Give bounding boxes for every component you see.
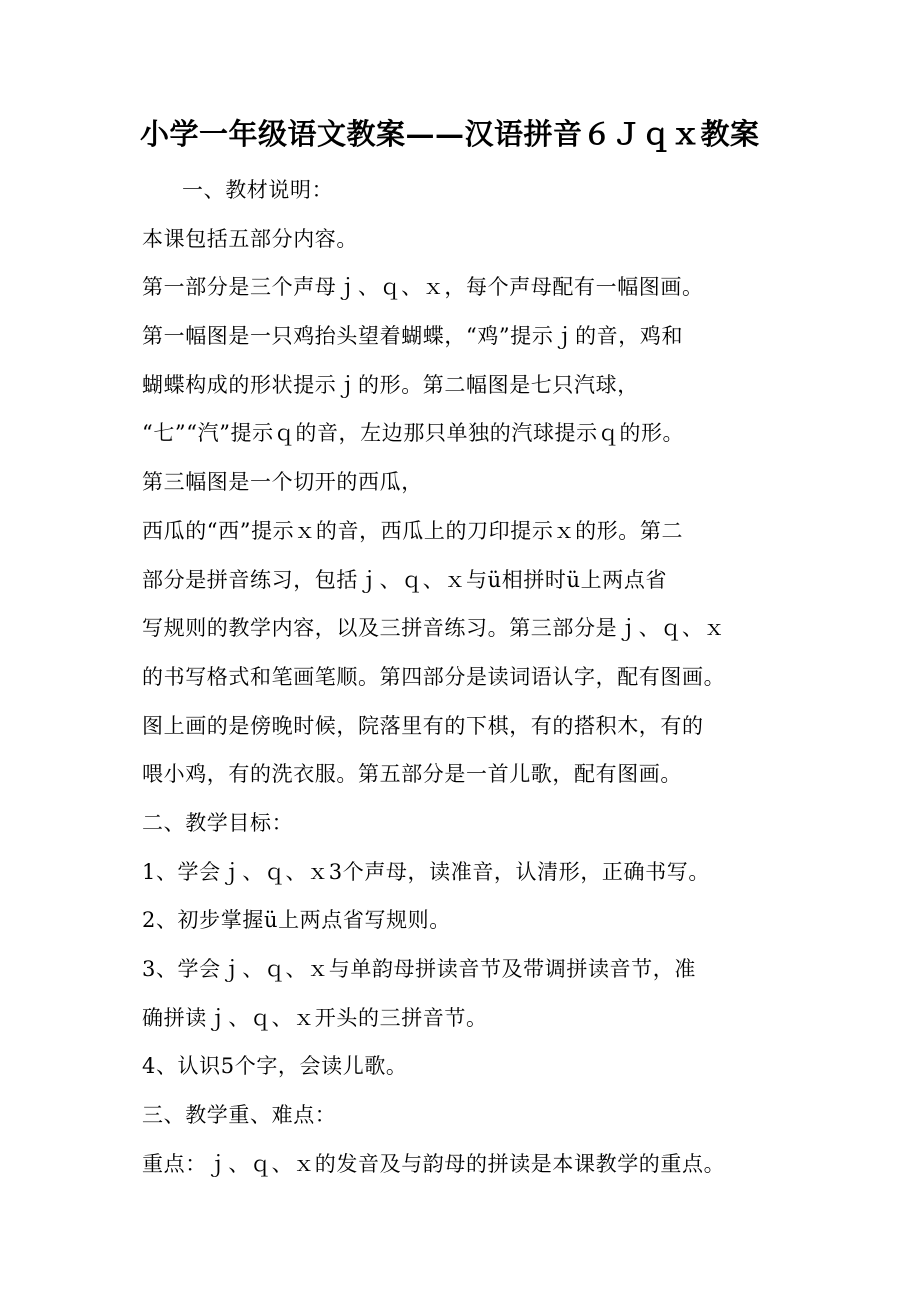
paragraph-line: “七”“汽”提示ｑ的音，左边那只单独的汽球提示ｑ的形。 xyxy=(142,421,685,446)
paragraph-line: 图上画的是傍晚时候，院落里有的下棋，有的搭积木，有的 xyxy=(142,713,704,738)
list-item: 2、初步掌握ü上两点省写规则。 xyxy=(142,908,451,933)
paragraph-line: 第一部分是三个声母ｊ、ｑ、ｘ，每个声母配有一幅图画。 xyxy=(142,275,704,300)
list-item: 4、认识5个字，会读儿歌。 xyxy=(142,1054,408,1079)
paragraph-line: 写规则的教学内容，以及三拼音练习。第三部分是ｊ、ｑ、ｘ xyxy=(142,616,726,641)
section-heading-key-points: 三、教学重、难点： xyxy=(142,1103,337,1128)
paragraph-line: 部分是拼音练习，包括ｊ、ｑ、ｘ与ü相拼时ü上两点省 xyxy=(142,567,668,592)
paragraph-line: 西瓜的“西”提示ｘ的音，西瓜上的刀印提示ｘ的形。第二 xyxy=(142,518,684,543)
paragraph-line: 的书写格式和笔画笔顺。第四部分是读词语认字，配有图画。 xyxy=(142,664,726,689)
paragraph-line: 第三幅图是一个切开的西瓜， xyxy=(142,470,423,495)
list-item: 3、学会ｊ、ｑ、ｘ与单韵母拼读音节及带调拼读音节，准 xyxy=(142,957,696,981)
section-heading-goals: 二、教学目标： xyxy=(142,810,294,835)
section-heading-materials: 一、教材说明： xyxy=(182,178,334,202)
document-body xyxy=(142,166,792,1188)
paragraph-line: 重点：ｊ、ｑ、ｘ的发音及与韵母的拼读是本课教学的重点。 xyxy=(142,1151,726,1176)
paragraph-line: 本课包括五部分内容。 xyxy=(142,226,358,251)
document-title: 小学一年级语文教案——汉语拼音６Ｊｑｘ教案 xyxy=(140,117,760,151)
paragraph-line: 第一幅图是一只鸡抬头望着蝴蝶，“鸡”提示ｊ的音，鸡和 xyxy=(142,324,684,349)
paragraph-line: 喂小鸡，有的洗衣服。第五部分是一首儿歌，配有图画。 xyxy=(142,762,682,787)
list-item-continuation: 确拼读ｊ、ｑ、ｘ开头的三拼音节。 xyxy=(142,1005,488,1030)
paragraph-line: 蝴蝶构成的形状提示ｊ的形。第二幅图是七只汽球， xyxy=(142,372,639,397)
list-item: 1、学会ｊ、ｑ、ｘ3个声母，读准音，认清形，正确书写。 xyxy=(142,859,710,884)
